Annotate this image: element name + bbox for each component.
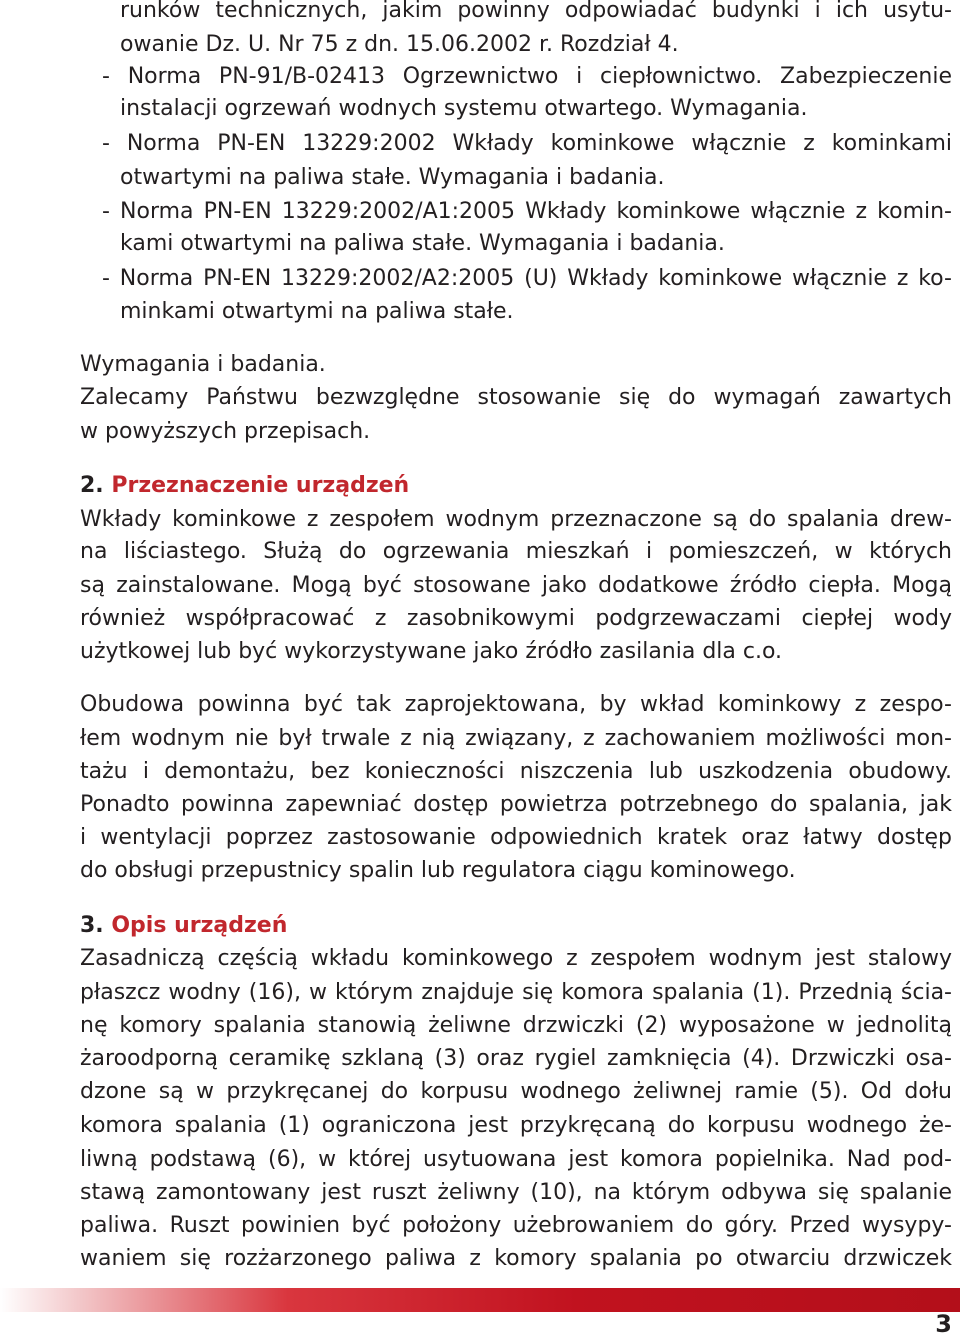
text-line: minkami otwartymi na paliwa stałe.	[120, 299, 514, 324]
section-number: 2.	[80, 473, 104, 498]
footer-accent-bar	[0, 1288, 960, 1312]
text-line: są zainstalowane. Mogą być stosowane jako dodatkowe źródło ciepła. Mogą	[80, 573, 952, 598]
text-line: instalacji ogrzewań wodnych systemu otwartego. Wymagania.	[120, 96, 808, 121]
section-title: Przeznaczenie urządzeń	[111, 473, 410, 498]
text-line: stawą zamontowany jest ruszt żeliwny (10), na którym odbywa się spalanie	[80, 1180, 952, 1205]
text-line: Wymagania i badania.	[80, 352, 326, 377]
text-line: otwartymi na paliwa stałe. Wymagania i badania.	[120, 165, 665, 190]
page-number: 3	[935, 1310, 952, 1338]
text-line: Zasadniczą częścią wkładu kominkowego z zespołem wodnym jest stalowy	[80, 946, 952, 971]
text-line: tażu i demontażu, bez konieczności niszczenia lub uszkodzenia obudowy.	[80, 759, 952, 784]
text-line: do obsługi przepustnicy spalin lub regulatora ciągu kominowego.	[80, 858, 796, 883]
list-item: - Norma PN-91/B-02413 Ogrzewnictwo i ciepłownictwo. Zabezpieczenie	[102, 64, 952, 89]
text-line: na liściastego. Służą do ogrzewania mieszkań i pomieszczeń, w których	[80, 539, 952, 564]
text-line: Ponadto powinna zapewniać dostęp powietrza potrzebnego do spalania, jak	[80, 792, 952, 817]
text-line: komora spalania (1) ograniczona jest przykręcaną do korpusu wodnego że-	[80, 1113, 952, 1138]
text-line: Wkłady kominkowe z zespołem wodnym przeznaczone są do spalania drew-	[80, 507, 952, 532]
list-item: - Norma PN-EN 13229:2002/A2:2005 (U) Wkłady kominkowe włącznie z ko-	[102, 266, 952, 291]
section-heading-2	[80, 471, 409, 501]
text-line: Zalecamy Państwu bezwzględne stosowanie się do wymagań zawartych	[80, 385, 952, 410]
text-line: kami otwartymi na paliwa stałe. Wymagania i badania.	[120, 231, 725, 256]
text-line: łem wodnym nie był trwale z nią związany, z zachowaniem możliwości mon-	[80, 726, 952, 751]
text-line: również współpracować z zasobnikowymi podgrzewaczami ciepłej wody	[80, 606, 952, 631]
section-number: 3.	[80, 913, 104, 938]
text-line: i wentylacji poprzez zastosowanie odpowiednich kratek oraz łatwy dostęp	[80, 825, 952, 850]
text-line: waniem się rozżarzonego paliwa z komory spalania po otwarciu drzwiczek	[80, 1246, 952, 1271]
section-heading-3	[80, 911, 287, 941]
list-item: - Norma PN-EN 13229:2002 Wkłady kominkowe włącznie z kominkami	[102, 131, 952, 156]
text-line: paliwa. Ruszt powinien być położony użebrowaniem do góry. Przed wysypy-	[80, 1213, 952, 1238]
text-line: nę komory spalania stanowią żeliwne drzwiczki (2) wyposażone w jednolitą	[80, 1013, 952, 1038]
text-line: w powyższych przepisach.	[80, 419, 371, 444]
section-title: Opis urządzeń	[111, 913, 288, 938]
text-line: płaszcz wodny (16), w którym znajduje się komora spalania (1). Przednią ścia-	[80, 980, 952, 1005]
text-line: Obudowa powinna być tak zaprojektowana, by wkład kominkowy z zespo-	[80, 692, 952, 717]
text-line: owanie Dz. U. Nr 75 z dn. 15.06.2002 r. Rozdział 4.	[120, 32, 679, 57]
text-line: dzone są w przykręcanej do korpusu wodnego żeliwnej ramie (5). Od dołu	[80, 1079, 952, 1104]
text-line: żaroodporną ceramikę szklaną (3) oraz rygiel zamknięcia (4). Drzwiczki osa-	[80, 1046, 952, 1071]
list-item: - Norma PN-EN 13229:2002/A1:2005 Wkłady kominkowe włącznie z komin-	[102, 199, 952, 224]
text-line: runków technicznych, jakim powinny odpowiadać budynki i ich usytu-	[120, 0, 952, 23]
text-line: użytkowej lub być wykorzystywane jako źródło zasilania dla c.o.	[80, 639, 783, 664]
text-line: liwną podstawą (6), w której usytuowana jest komora popielnika. Nad pod-	[80, 1147, 952, 1172]
